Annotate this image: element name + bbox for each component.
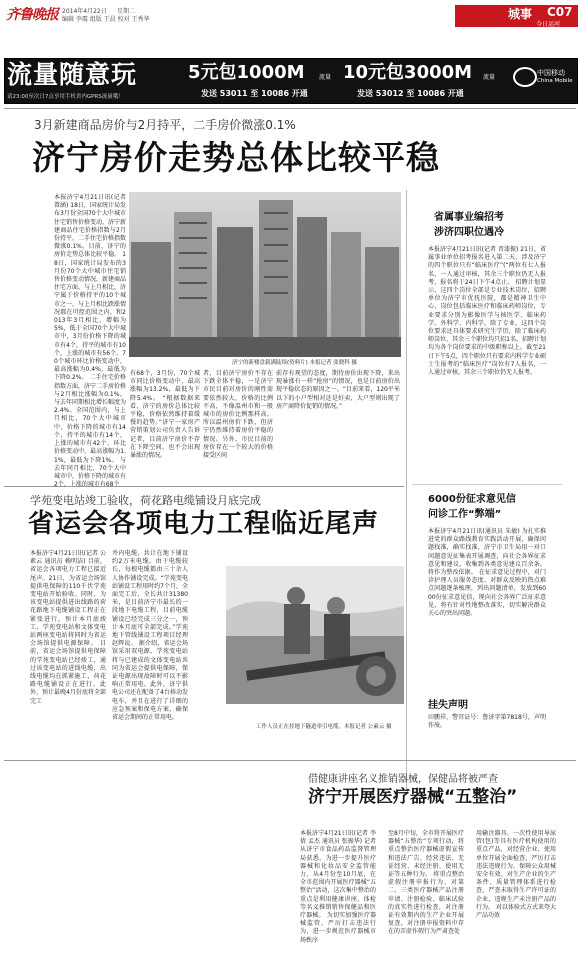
sidebar2-title-b: 问诊工作“弊端” (428, 509, 502, 520)
ad-offer2-unit: 流量 (483, 74, 496, 81)
ad-offer2-sms: 发送 53012 至 10086 开通 (357, 89, 464, 98)
page-number: C07 (547, 5, 573, 19)
story3-col3: 用输注器具、一次性使用导尿管(包)等具有医疗机构使用的重点产品，对经营企业、使用单位开展全面检查，严厉打击违法违规行为，保障公众用械安全有效。对生产企业的生产条件、质量管理体系进行检查，严查未取得生产许可证的企业，违规生产未注册产品的行为。 对以体验式方式来夸大产品功效 (476, 830, 556, 920)
story1-photo-caption: 济宁的新楼盘载满陆续(资料片) 本报记者 张晓科 摄 (232, 360, 358, 366)
story1-col4: 前存有观望的态度，期待房价出现下降，来出现暴涨有一样“抢房”的情况，也是目前房价出现平稳状态的原因之一。“目前来看，120平米以下的小户型相对还是好卖，大户型则出现了房产商降价促销的情况。” (276, 370, 400, 410)
ad-subline: 请23:00至次日7点享用手机省内GPRS流量哦！ (7, 94, 124, 100)
story1-col1: 本报济宁4月21日讯(记者 曾涵) 18日，国家统计局发布3月份全国70个大中城市住宅销售价格变动，济宁新建商品住宅价格指数与2月份持平，二手住宅价格指数微涨0.1%。目前，济宁的房价走势总体比较平稳。 18日，国家统计局发布的3月份70个大中城市住宅销售价格变动情况，新建商品住宅方面，与上月相比，济宁属于价格持平的10个城市之一，与上月相比跌涨情况都在可控范围之内。和2013年3月相比，增幅为5%，低于全国70个大中城市中，3月份价格下降的城市有4个，持平的城市有10个，上涨的城市有56个。70个城市环比价格变动中，最高涨幅为0.4%，最低为下降0.2%。 二手住宅价格指数方面，济宁二手房价格与2月相比涨幅为0.1%，与去年同期相比增长幅度为2.4%。全国范围内，与上月相比，70个大中城市中，价格下降的城市有14个，持平的城市有14个，上涨的城市有42个。环比价格变动中，最高涨幅为1.1%，最低为下降1%。 与去年同月相比，70个大中城市中，价格下降的城市有2个，上涨的城市有68个 (54, 194, 127, 489)
story2-headline: 省运会各项电力工程临近尾声 (28, 509, 380, 539)
ad-offer1-unit: 流量 (319, 74, 332, 81)
story1-headline: 济宁房价走势总体比较平稳 (32, 138, 440, 177)
story3-headline: 济宁开展医疗器械“五整治” (308, 787, 518, 807)
section-name: 城事 (508, 7, 533, 21)
issue-date: 2014年4月22日 (62, 8, 107, 15)
story2-photo (226, 566, 404, 704)
editor-credits: 编辑 李震 组版 王晨 校对 王秀华 (62, 16, 150, 23)
sidebar1-body: 本报济宁4月21日讯(记者 晋漆振) 21日，省属事业单位招考报名进入第二天，涉及济宁的四个职位只有“临床医疗”(“两位有七人报名，一人通过审核，其余三个职位仍无人报考，报名将于24日下午4点止。 招聘计划显示，这四个岗位全部是专业技术岗位，招聘单位为济宁市优抚医院，都是精神卫生中心，岗位包括临床医疗和临床药师岗位，专业要求分别为影像医学与核医学、临床药学、外科学、内科学，除了专业，这四个岗位要求还具体要求研究生学历，除了临床药师岗位，其余三个职位均只招1名，招聘计划均为各个岗位要求的中级职称以上。截至21日下午5点，四个职位只有要求内科学专业硕士生报考的“临床医疗”岗位有7人报名，一人通过审核，其余三个职位仍无人报考。 (428, 246, 546, 377)
ad-slogan: 流量随意玩 (7, 60, 138, 89)
china-mobile-logo-icon (513, 67, 537, 87)
story3-col2: 至8月中旬，全市将开展医疗器械“五整治”专项行动，将重点整治医疗器械虚假宣传和违法广告、经营违法、无证经营、未经注册、使用无证等五种行为。 将重点整治虚假注册申报行为，对第二、三类医疗器械产品注册申请、注册检验、临床试验的真实性进行检查，对注册证有效期内的生产企业开展复查，对注册申报资料中存在的弄虚作假行为严肃查处 (388, 830, 464, 936)
newspaper-logo: 齐鲁晚报 (6, 7, 58, 23)
masthead (0, 0, 580, 28)
ad-banner (4, 58, 578, 104)
story3-col1: 本报济宁4月21日讯(记者 李倩 孟杰 通讯员 张振华) 记者从济宁市食品药品监督管理局获悉，为进一步提升医疗器械和化妆品安全监管能力，从4月份至10月底，在全市范围内开展医疗器械“五整治”活动，这次集中整治的重点是利用健康讲座、体检等名义推销销售保健品和医疗器械。 为切实加强医疗器械监管，严厉打击违法行为，进一步规范医疗器械市场秩序 (300, 830, 376, 944)
sidebar1-title-a: 省属事业编招考 (434, 212, 504, 223)
sidebar2-body: 本报济宁4月21日讯(通讯员 朱敏) 为扎实推进党的群众路线教育实践活动开展，确保问题找准，确实找准，济宁市卫生局用一对口问题意见征集表开展调查，向社会各界征求意见和建议，收集到各类意见建议百余条，将作为整改依据。 在征求意见过程中，对门诊护理人员服务态度、对群众反映的热点难点问题逐条梳理，列出问题清单，发放到6000份征求意见信，现向社会各界广泛征求意见，将有针对性地整改落实，切实解决群众关心的突出问题。 (428, 528, 546, 618)
story1-col2: 有68个，3月份，70个城市同比价格变动中，最高涨幅为13.2%，最低为下降5.4%。 “根据数据来看，济宁的房价总体比较平稳，价格依然维持着缓慢的趋势。”济宁一家房产营销策划公司负责人告诉记者，目前济宁房价不存在下降空间，也不会出现暴涨的情况。 (130, 370, 200, 460)
ad-offer2-price: 10元包3000M (343, 62, 473, 83)
story2-col1: 本报济宁4月21日讯(记者 公素云 通讯员 赖明洁) 目前，省运会各项电力工程已接近尾声。21日，为省运会场馆提供电保障的110千伏学苑变电站开始验收。同时，为该变电站提供进出线路的荷花路地下电缆铺设工程正在紧张进行，预计本月底竣工，学苑变电站和文体变电站两座变电站将同时为省运会场馆提供电源保障。 目前，省运会场馆提供电保障的学苑变电站已经竣工，通过该变电站的进线电缆，出线电缆均在抓紧施工，荷花路电缆铺设正在进行，此外，预计最晚4月份底将全部完工 (30, 550, 106, 705)
notice-body: 田鹏祥，警官证号：鲁济字第7818号，声明作废。 (428, 714, 546, 730)
ad-brand-cn: 中国移动 (537, 69, 565, 77)
section-subtitle: 今日运河 (536, 21, 561, 28)
story1-col3: 者，目前济宁房价不存在下跌全体平稳，一是济宁市民目前对房价的刚性需要依然较大，价格的比例不高，不像温州市和一般城市的房价比例那样高，所以温州房价下跌，但济宁仍然维持着房价平稳的情况。另外，市民目前的房价存在一个较大的价格接受区间 (203, 370, 273, 460)
story1-photo (129, 192, 401, 357)
ad-offer1-sms: 发送 53011 至 10086 开通 (201, 89, 308, 98)
ad-brand-en: China Mobile (537, 78, 573, 84)
story2-col2: 井内电缆，共计在地下铺设约2万米电缆。由于电缆较长，每根电缆都由三十余人人协作铺设完成。“学苑变电站铺设工程用时约7个月，全面完工后，全长共计31380米，是目前济宁市最长的一段地下电缆工程，目前电缆铺设已经完成三分之一，预计本月底可全部完成。”学苑地下管线铺设工程项目经理赵辉说。 据介绍，省运会场馆采用双电源，学苑变电站将与已建成的文体变电站共同为省运会提供电保障，保证电源出现故障时可以不影响正常用电。此外，济宁供电公司还在配备了4台移动发电车，并且在进行了详细的应急预案和保电方案，确保省运会期间的正常用电。 (112, 550, 188, 722)
story3-kicker: 借健康讲座名义推销器械，保健品将被严查 (308, 774, 498, 785)
story1-kicker: 3月新建商品房价与2月持平，二手房价微涨0.1% (34, 118, 296, 132)
story2-kicker: 学苑变电站竣工验收，荷花路电缆铺设月底完成 (30, 494, 261, 507)
story2-photo-caption: 工作人员正在挂地下隧道牵引电缆。本报记者 公素云 摄 (256, 724, 392, 730)
issue-weekday: 星期二 (117, 8, 136, 15)
sidebar2-title-a: 6000份征求意见信 (428, 494, 516, 505)
sidebar1-title-b: 涉济四职位遇冷 (434, 227, 504, 238)
ad-offer1-price: 5元包1000M (188, 62, 305, 83)
notice-title: 挂失声明 (428, 700, 468, 711)
